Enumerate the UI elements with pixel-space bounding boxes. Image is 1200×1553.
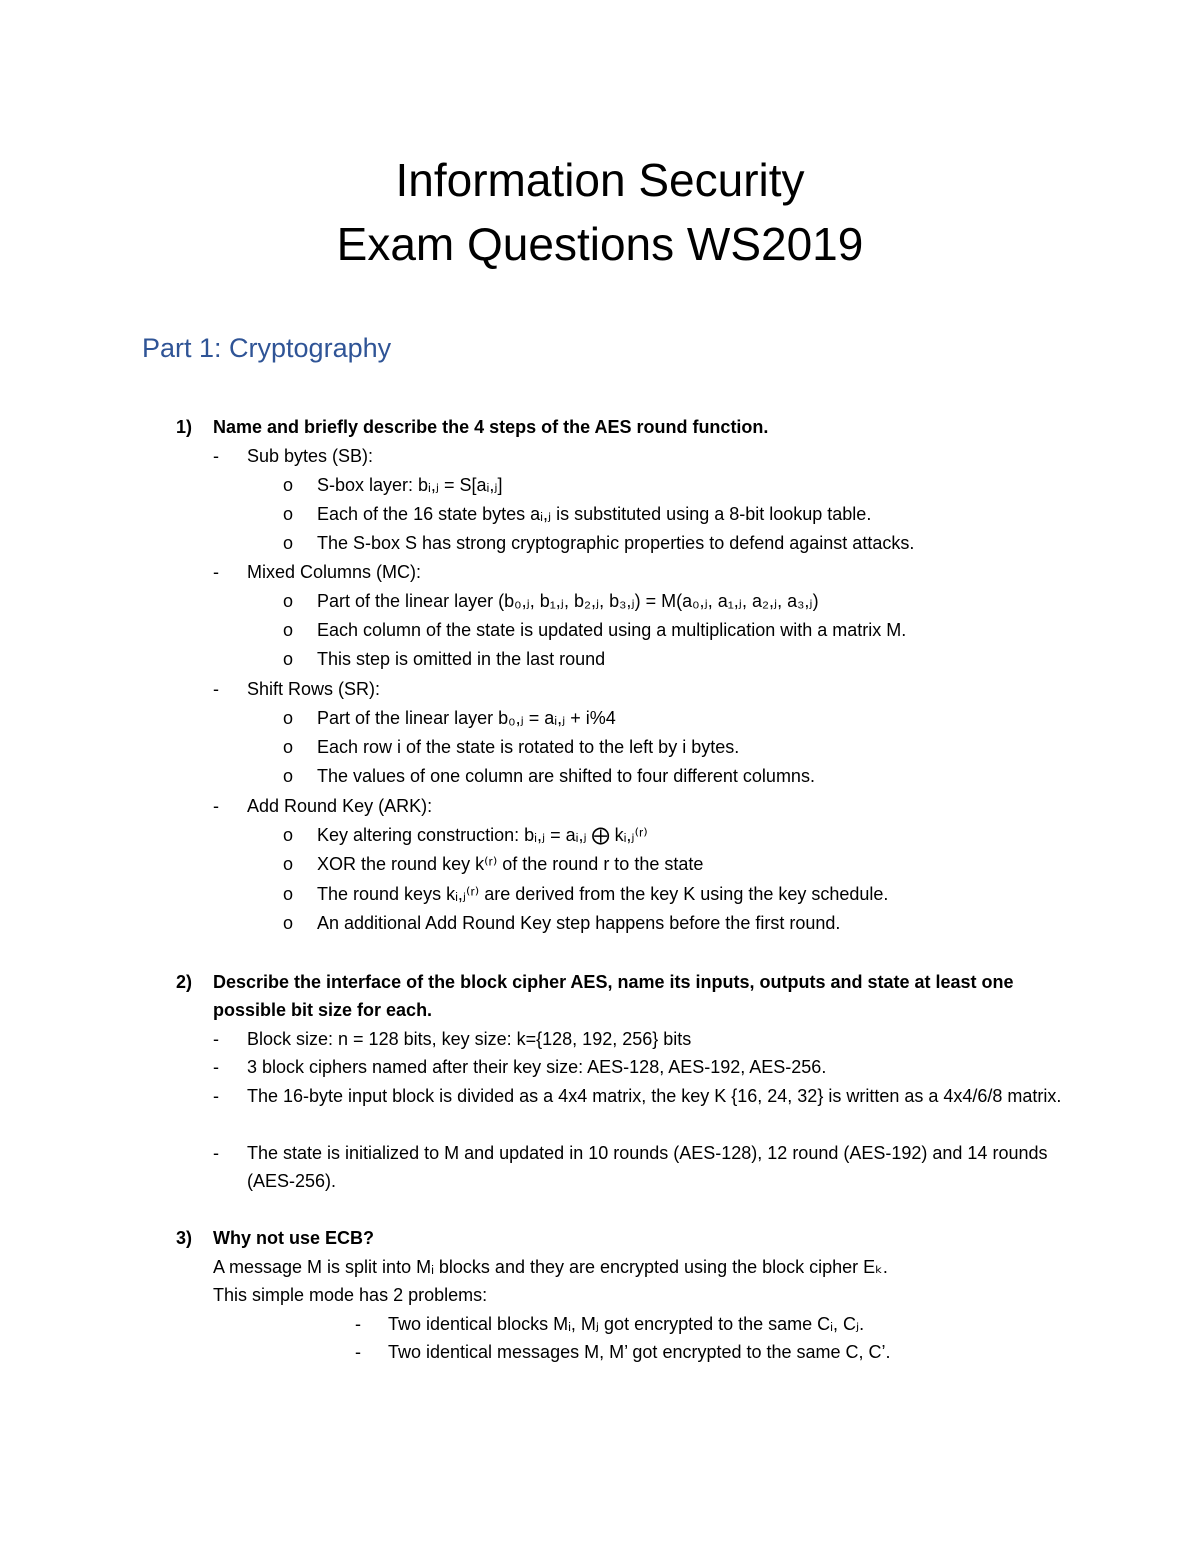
bullet-marker: o [283,737,294,757]
section-heading: Part 1: Cryptography [142,333,392,363]
question-2-number: 2) [176,972,193,992]
ecb-problem-2: Two identical messages M, M’ got encrypted to the same C, C’. [388,1342,891,1362]
bullet-marker: o [283,620,294,640]
aes-interface-item-2: 3 block ciphers named after their key size: AES-128, AES-192, AES-256. [247,1057,827,1077]
step-sub-bytes-label: Sub bytes (SB): [247,446,374,466]
ecb-body-line-2: This simple mode has 2 problems: [213,1285,488,1305]
bullet-marker: o [283,825,294,845]
dash-marker: - [213,1029,219,1049]
bullet-marker: o [283,884,294,904]
document-title-line-2: Exam Questions WS2019 [336,218,864,270]
bullet-marker: o [283,591,294,611]
question-1-text: Name and briefly describe the 4 steps of the AES round function. [213,417,769,437]
add-round-key-point-4: An additional Add Round Key step happens before the first round. [317,913,841,933]
bullet-marker: o [283,504,294,524]
question-3-text: Why not use ECB? [213,1228,374,1248]
dash-marker: - [213,1057,219,1077]
mixed-columns-point-3: This step is omitted in the last round [317,649,606,669]
sub-bytes-point-1: S-box layer: bᵢ,ⱼ = S[aᵢ,ⱼ] [317,475,503,495]
add-round-key-point-2: XOR the round key k⁽ʳ⁾ of the round r to the state [317,854,704,874]
dash-marker: - [355,1342,361,1362]
sub-bytes-point-2: Each of the 16 state bytes aᵢ,ⱼ is substituted using a 8-bit lookup table. [317,504,872,524]
aes-interface-item-4: The state is initialized to M and updated in 10 rounds (AES-128), 12 round (AES-192) and 14 rounds (AES-256). [247,1143,1048,1191]
bullet-marker: o [283,533,294,553]
step-mixed-columns-label: Mixed Columns (MC): [247,562,422,582]
bullet-marker: o [283,708,294,728]
aes-interface-item-1: Block size: n = 128 bits, key size: k={128, 192, 256} bits [247,1029,692,1049]
dash-marker: - [213,796,219,816]
ecb-problem-1: Two identical blocks Mᵢ, Mⱼ got encrypted to the same Cᵢ, Cⱼ. [388,1314,865,1334]
question-2-text: Describe the interface of the block cipher AES, name its inputs, outputs and state at least one possible bit size for each. [213,972,1014,1020]
shift-rows-point-1: Part of the linear layer b₀,ⱼ = aᵢ,ⱼ + i%4 [317,708,616,728]
sub-bytes-point-3: The S-box S has strong cryptographic properties to defend against attacks. [317,533,915,553]
add-round-key-point-1: Key altering construction: bᵢ,ⱼ = aᵢ,ⱼ ⨁ kᵢ,ⱼ⁽ʳ⁾ [317,825,648,845]
bullet-marker: o [283,854,294,874]
dash-marker: - [213,1086,219,1106]
dash-marker: - [213,1143,219,1163]
dash-marker: - [213,562,219,582]
shift-rows-point-2: Each row i of the state is rotated to the left by i bytes. [317,737,740,757]
shift-rows-point-3: The values of one column are shifted to four different columns. [317,766,815,786]
bullet-marker: o [283,475,294,495]
bullet-marker: o [283,649,294,669]
bullet-marker: o [283,766,294,786]
dash-marker: - [355,1314,361,1334]
question-3-number: 3) [176,1228,193,1248]
document-title-line-1: Information Security [395,154,805,206]
bullet-marker: o [283,913,294,933]
dash-marker: - [213,446,219,466]
mixed-columns-point-2: Each column of the state is updated using a multiplication with a matrix M. [317,620,907,640]
mixed-columns-point-1: Part of the linear layer (b₀,ⱼ, b₁,ⱼ, b₂,ⱼ, b₃,ⱼ) = M(a₀,ⱼ, a₁,ⱼ, a₂,ⱼ, a₃,ⱼ) [317,591,819,611]
ecb-body-line-1: A message M is split into Mᵢ blocks and they are encrypted using the block cipher Eₖ. [213,1257,888,1277]
add-round-key-point-3: The round keys kᵢ,ⱼ⁽ʳ⁾ are derived from the key K using the key schedule. [317,884,889,904]
question-1-number: 1) [176,417,193,437]
step-add-round-key-label: Add Round Key (ARK): [247,796,433,816]
dash-marker: - [213,679,219,699]
aes-interface-item-3: The 16-byte input block is divided as a 4x4 matrix, the key K {16, 24, 32} is written as a 4x4/6/8 matrix. [247,1086,1062,1106]
step-shift-rows-label: Shift Rows (SR): [247,679,381,699]
